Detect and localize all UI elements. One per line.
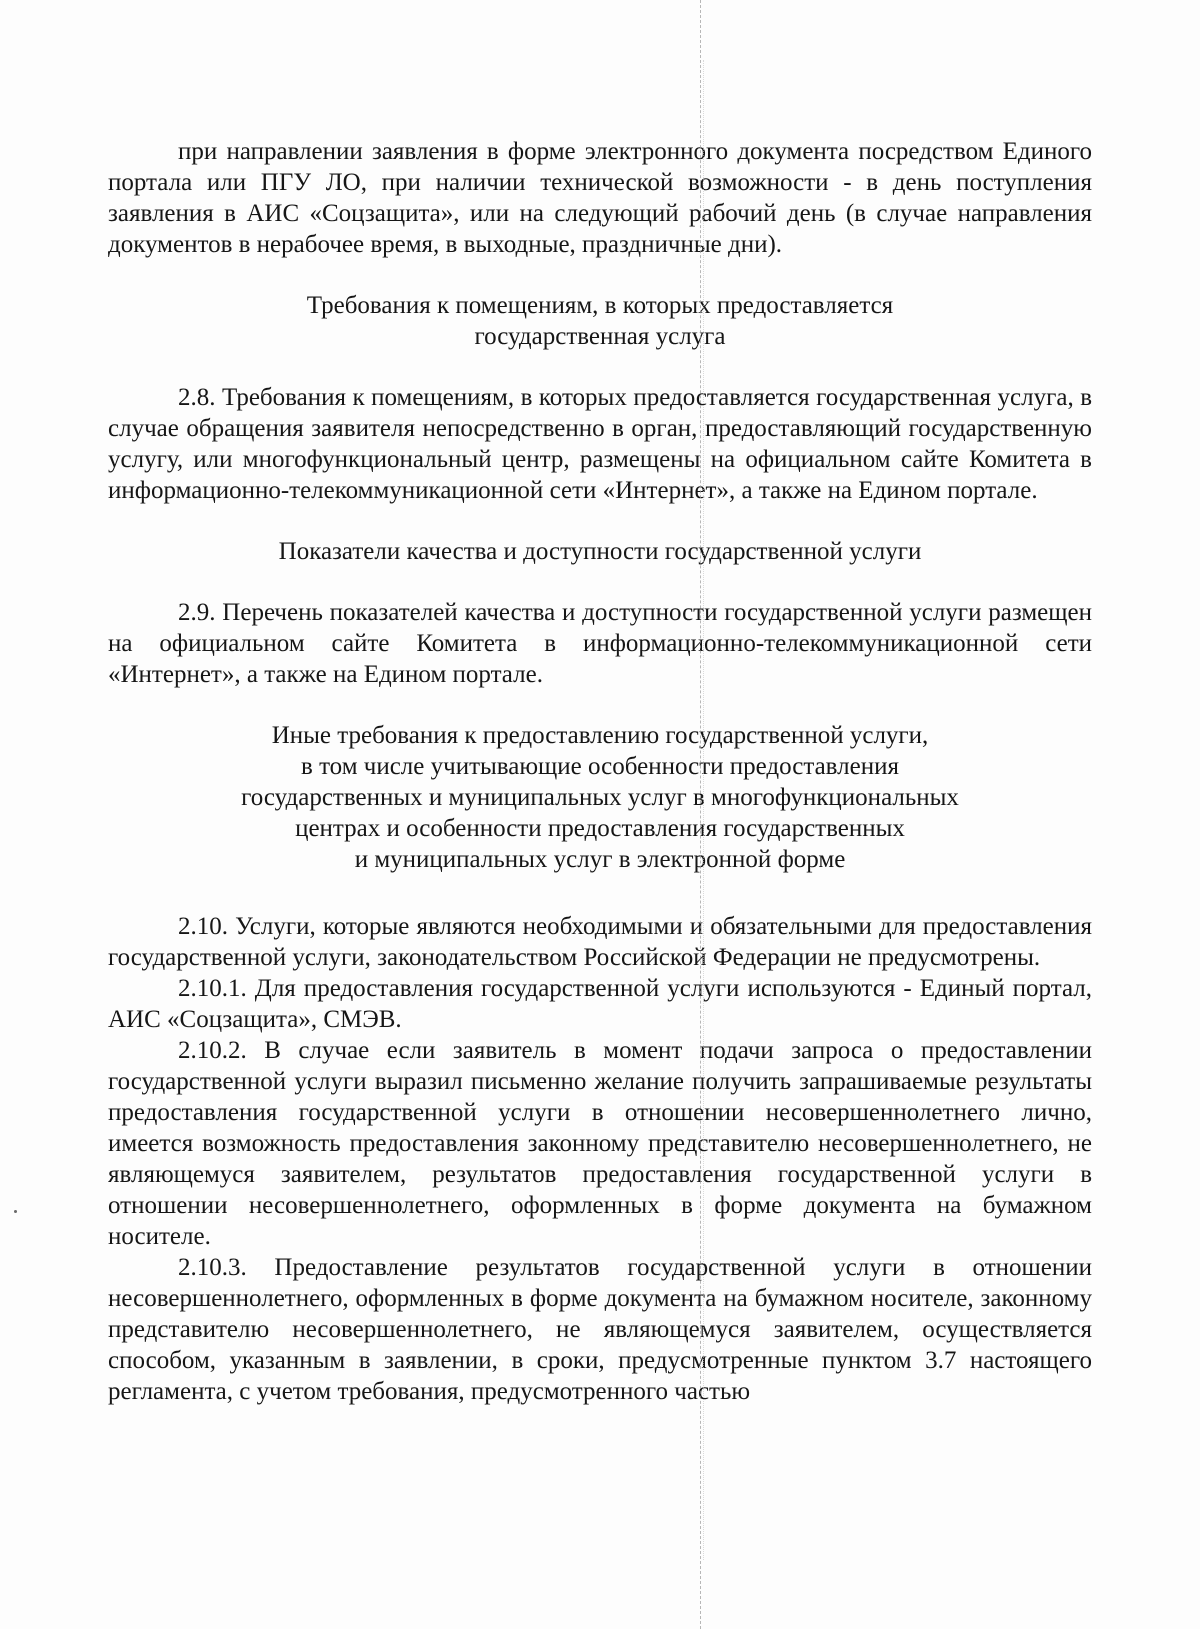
section-heading-quality: Показатели качества и доступности государственной услуги — [278, 538, 922, 565]
section-heading-line: в том числе учитывающие особенности предоставления — [301, 753, 899, 780]
section-heading-line: и муниципальных услуг в электронной форме — [354, 846, 846, 873]
spacer — [108, 352, 1092, 382]
paragraph-2-9: 2.9. Перечень показателей качества и доступности государственной услуги размещен на официальном сайте Комитета в информационно-телекоммуникационной сети «Интернет», а также на Едином портале. — [108, 599, 1092, 688]
section-heading-premises — [108, 290, 1092, 352]
scan-fold-line-secondary — [703, 60, 704, 1560]
section-heading-line: Иные требования к предоставлению государственной услуги, — [271, 722, 929, 749]
paragraph-2-10: 2.10. Услуги, которые являются необходимыми и обязательными для предоставления государственной услуги, законодательством Российской Федерации не предусмотрены. — [108, 913, 1092, 971]
scan-speck — [14, 1210, 17, 1213]
paragraph-2-8: 2.8. Требования к помещениям, в которых предоставляется государственная услуга, в случае обращения заявителя непосредственно в орган, предоставляющий государственную услугу, или многофункциональный центр, размещены на официальном сайте Комитета в информационно-телекоммуникационной сети «Интернет», а также на Едином портале. — [108, 384, 1092, 504]
paragraph-intro: при направлении заявления в форме электронного документа посредством Единого портала или ПГУ ЛО, при наличии технической возможности - в день поступления заявления в АИС «Соцзащита», или на следующий рабочий день (в случае направления документов в нерабочее время, в выходные, праздничные дни). — [108, 138, 1092, 258]
section-heading-line: центрах и особенности предоставления государственных — [295, 815, 905, 842]
spacer — [108, 567, 1092, 597]
section-heading-line: Требования к помещениям, в которых предоставляется — [306, 292, 894, 319]
spacer — [108, 690, 1092, 720]
spacer — [108, 875, 1092, 911]
paragraph-2-10-1: 2.10.1. Для предоставления государственной услуги используются - Единый портал, АИС «Соцзащита», СМЭВ. — [108, 975, 1092, 1033]
spacer — [108, 260, 1092, 290]
section-heading-line: государственная услуга — [474, 323, 726, 350]
section-heading-other-requirements — [108, 720, 1092, 875]
section-heading-line: государственных и муниципальных услуг в многофункциональных — [241, 784, 959, 811]
spacer — [108, 506, 1092, 536]
paragraph-2-10-3: 2.10.3. Предоставление результатов государственной услуги в отношении несовершеннолетнего, оформленных в форме документа на бумажном носителе, законному представителю несовершеннолетнего, не являющемуся заявителем, осуществляется способом, указанным в заявлении, в сроки, предусмотренные пунктом 3.7 настоящего регламента, с учетом требования, предусмотренного частью — [108, 1254, 1092, 1405]
paragraph-2-10-2: 2.10.2. В случае если заявитель в момент подачи запроса о предоставлении государственной услуги выразил письменно желание получить запрашиваемые результаты предоставления государственной услуги в отношении несовершеннолетнего лично, имеется возможность предоставления законному представителю несовершеннолетнего, не являющемуся заявителем, результатов предоставления государственной услуги в отношении несовершеннолетнего, оформленных в форме документа на бумажном носителе. — [108, 1037, 1092, 1250]
scan-fold-line — [700, 0, 701, 1629]
